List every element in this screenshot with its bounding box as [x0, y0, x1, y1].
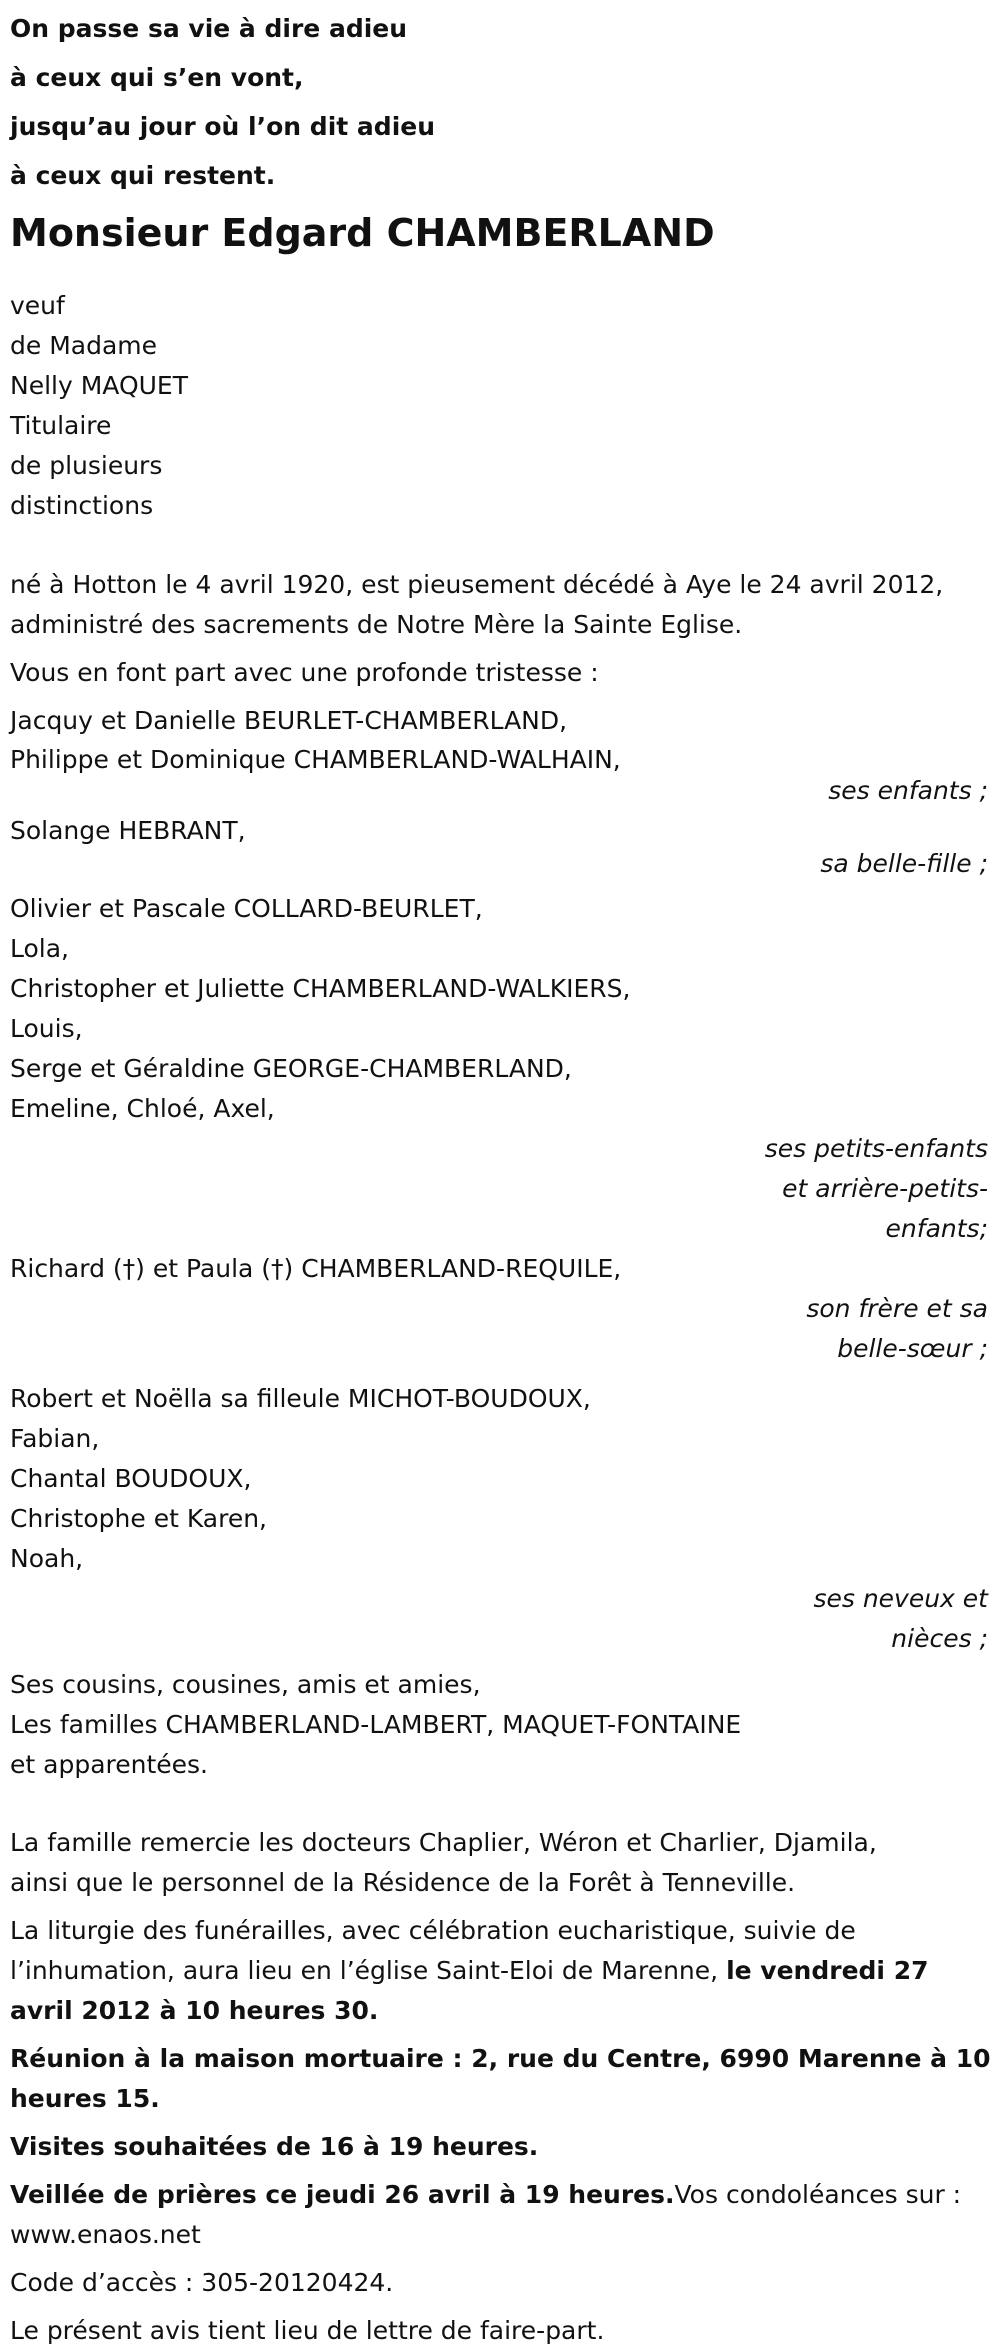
relation-label: belle-sœur ; — [837, 1334, 988, 1363]
intro-line: Titulaire — [10, 411, 112, 440]
family-name-line: Christopher et Juliette CHAMBERLAND-WALKIERS, — [10, 974, 631, 1003]
text-line — [10, 2175, 992, 2215]
text-line: Ses cousins, cousines, amis et amies, — [10, 1670, 481, 1699]
intro-line: veuf — [10, 291, 65, 320]
family-name-line: Lola, — [10, 934, 69, 963]
relation-label: et arrière-petits- — [782, 1174, 988, 1203]
text-line: heures 15. — [10, 2084, 160, 2113]
family-name-line: Noah, — [10, 1544, 84, 1573]
closing-note: Le présent avis tient lieu de lettre de faire-part. — [10, 2316, 605, 2345]
visits-line: Visites souhaitées de 16 à 19 heures. — [10, 2132, 539, 2161]
announcement: Vous en font part avec une profonde tristesse : — [10, 658, 599, 687]
family-name-line: Richard (†) et Paula (†) CHAMBERLAND-REQUILE, — [10, 1254, 622, 1283]
deceased-name: Monsieur Edgard CHAMBERLAND — [10, 211, 715, 255]
text-line: né à Hotton le 4 avril 1920, est pieusement décédé à Aye le 24 avril 2012, — [10, 570, 944, 599]
family-name-line: Philippe et Dominique CHAMBERLAND-WALHAIN, — [10, 745, 621, 774]
text-line: La famille remercie les docteurs Chaplier, Wéron et Charlier, Djamila, — [10, 1828, 877, 1857]
text-line — [10, 1951, 992, 1991]
family-name-line: Louis, — [10, 1014, 83, 1043]
relation-label: ses enfants ; — [828, 776, 988, 805]
condolences-website-link[interactable]: www.enaos.net — [10, 2220, 201, 2249]
family-name-line: Olivier et Pascale COLLARD-BEURLET, — [10, 894, 483, 923]
poem-line: à ceux qui s’en vont, — [10, 63, 304, 92]
relation-label: son frère et sa — [806, 1294, 988, 1323]
family-name-line: Solange HEBRANT, — [10, 816, 246, 845]
intro-line: de Madame — [10, 331, 158, 360]
funeral-place: l’inhumation, aura lieu en l’église Saint-Eloi de Marenne, — [10, 1956, 727, 1985]
family-group-daughter-in-law — [10, 813, 992, 879]
funeral-date: le vendredi 27 — [726, 1956, 929, 1985]
family-name-line: Jacquy et Danielle BEURLET-CHAMBERLAND, — [10, 706, 568, 735]
intro-line: Nelly MAQUET — [10, 371, 188, 400]
text-line: administré des sacrements de Notre Mère la Sainte Eglise. — [10, 610, 743, 639]
family-group-children — [10, 701, 992, 803]
opening-poem — [10, 4, 992, 200]
funeral-paragraph — [10, 1911, 992, 2031]
funeral-time: avril 2012 à 10 heures 30. — [10, 1996, 379, 2025]
family-name-line: Robert et Noëlla sa filleule MICHOT-BOUDOUX, — [10, 1384, 591, 1413]
relation-label: enfants; — [885, 1214, 988, 1243]
poem-line: On passe sa vie à dire adieu — [10, 14, 408, 43]
relation-label: ses neveux et — [813, 1584, 988, 1613]
family-name-line: Chantal BOUDOUX, — [10, 1464, 252, 1493]
text-line: et apparentées. — [10, 1750, 208, 1779]
obituary-content — [10, 4, 992, 2351]
family-name-line: Christophe et Karen, — [10, 1504, 267, 1533]
text-line: Réunion à la maison mortuaire : 2, rue du Centre, 6990 Marenne à 10 — [10, 2044, 991, 2073]
family-group-sibling — [10, 1249, 992, 1369]
access-code: Code d’accès : 305-20120424. — [10, 2268, 394, 2297]
vigil-info: Veillée de prières ce jeudi 26 avril à 19 heures. — [10, 2180, 675, 2209]
thanks-paragraph — [10, 1823, 992, 1903]
intro-block — [10, 286, 992, 526]
family-name-line: Fabian, — [10, 1424, 100, 1453]
extended-family — [10, 1665, 992, 1785]
relation-label: nièces ; — [891, 1624, 988, 1653]
intro-line: distinctions — [10, 491, 154, 520]
relation-label: ses petits-enfants — [764, 1134, 988, 1163]
poem-line: à ceux qui restent. — [10, 161, 276, 190]
text-line: ainsi que le personnel de la Résidence de la Forêt à Tenneville. — [10, 1868, 796, 1897]
text-line: Les familles CHAMBERLAND-LAMBERT, MAQUET-FONTAINE — [10, 1710, 742, 1739]
intro-line: de plusieurs — [10, 451, 163, 480]
poem-line: jusqu’au jour où l’on dit adieu — [10, 112, 436, 141]
relation-label: sa belle-fille ; — [820, 849, 988, 878]
family-group-grandchildren — [10, 889, 992, 1249]
family-name-line: Serge et Géraldine GEORGE-CHAMBERLAND, — [10, 1054, 572, 1083]
birth-death-paragraph — [10, 565, 992, 645]
text-line: La liturgie des funérailles, avec célébration eucharistique, suivie de — [10, 1916, 856, 1945]
condolences-label: Vos condoléances sur : — [674, 2180, 962, 2209]
vigil-paragraph — [10, 2175, 992, 2255]
reunion-paragraph — [10, 2039, 992, 2119]
family-group-nephews — [10, 1379, 992, 1659]
family-name-line: Emeline, Chloé, Axel, — [10, 1094, 275, 1123]
